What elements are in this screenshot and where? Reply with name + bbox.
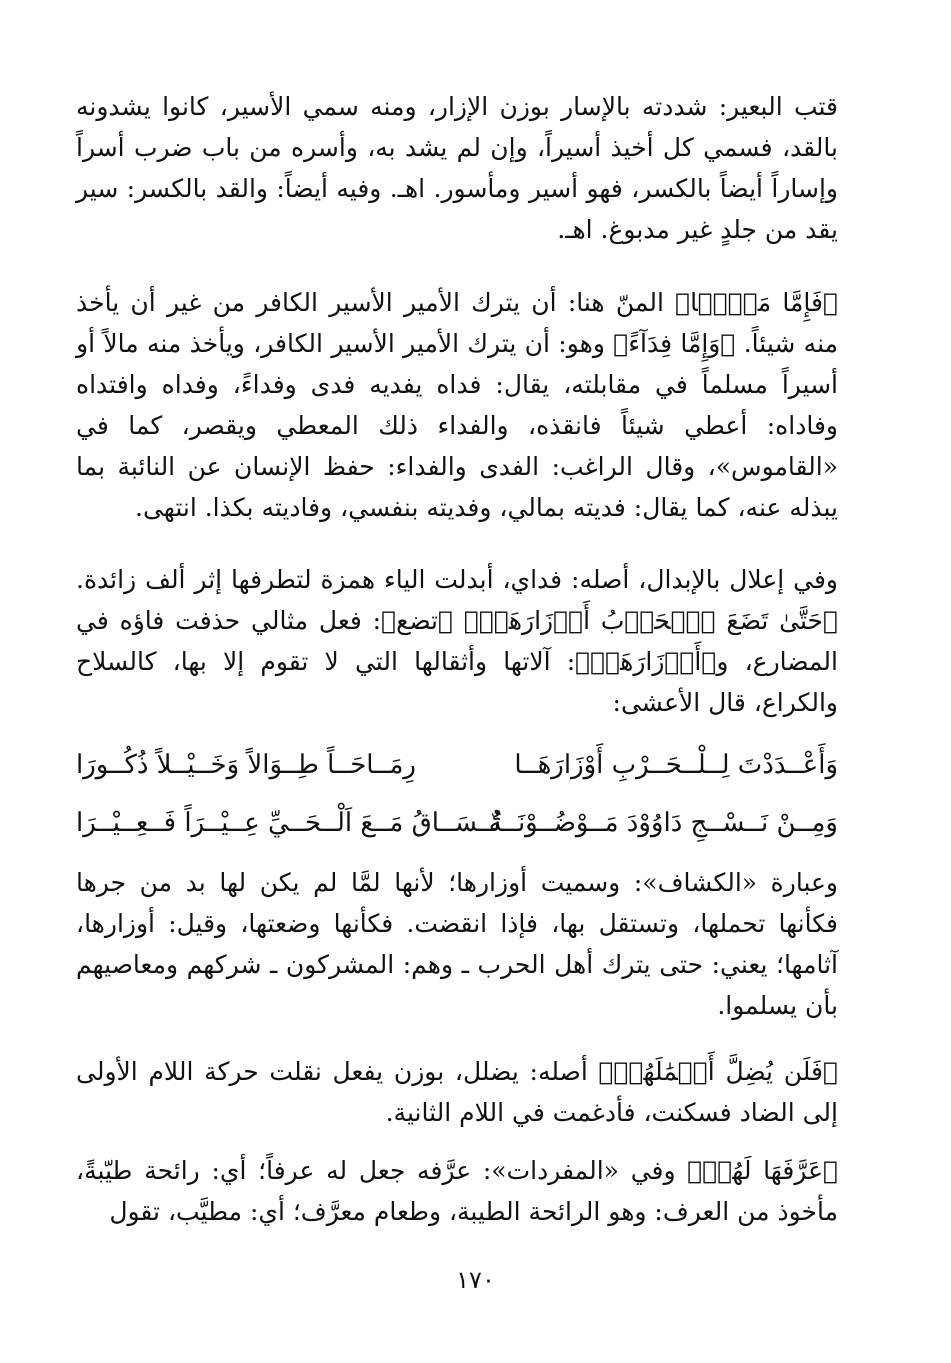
paragraph-ilal-ibdal [76,559,838,723]
paragraph-text: ﴿فَإِمَّا مَنًّۢا﴾ المنّ هنا: أن يترك الأمير الأسير الكافر من غير أن يأخذ منه شيئاً. ﴿وَإِمَّا فِدَآءً﴾ وهو: أن يترك الأمير الأسير الكافر، ويأخذ منه مالاً أو أسيراً مسلماً في مقابلته، يقال: فداه يفديه فدى وفداءً، وفداه وافتداه وفاداه: أعطي شيئاً فانقذه، والفداء ذلك المعطي ويقصر، كما في «القاموس»، وقال الراغب: الفدى والفداء: حفظ الإنسان عن النائبة بما يبذله عنه، كما يقال: فديته بمالي، وفديته بنفسي، وفاديته بكذا. انتهى. [76,288,838,522]
verse-first-hemistich: وَمِــنْ نَــسْــجِ دَاوُوْدَ مَــوْضُــوْنَــةٌ [488,808,838,838]
verse-first-hemistich: وَأَعْــدَدْتَ لِــلْــحَــرْبِ أَوْزَارَهَــا [514,750,838,780]
paragraph-lexical-note [76,86,838,250]
paragraph-text: قتب البعير: شددته بالإسار بوزن الإزار، ومنه سمي الأسير، كانوا يشدونه بالقد، فسمي كل أخيذ أسيراً، وإن لم يشد به، وأسره من باب ضرب أسراً وإساراً أيضاً بالكسر، فهو أسير ومأسور. اهـ. وفيه أيضاً: والقد بالكسر: سير يقد من جلدٍ غير مدبوغ. اهـ. [76,92,838,244]
page-number: ١٧٠ [456,1266,495,1294]
poetry-verse-1 [76,742,838,788]
poetry-verse-2 [76,800,838,846]
paragraph-mann-fida [76,282,838,528]
paragraph-yudill [76,1051,838,1133]
verse-second-hemistich: رِمَــاحَــاً طِــوَالاً وَخَــيْــلاً ذُكُــورَا [76,750,416,780]
paragraph-text: وفي إعلال بالإبدال، أصله: فداي، أبدلت الياء همزة لتطرفها إثر ألف زائدة. ﴿حَتَّىٰ تَضَعَ ٱلۡحَرۡبُ أَوۡزَارَهَاۚ﴾ ﴿تضع﴾: فعل مثالي حذفت فاؤه في المضارع، و﴿أَوۡزَارَهَاۚ﴾: آلاتها وأثقالها التي لا تقوم إلا بها، كالسلاح والكراع، قال الأعشى: [76,565,838,717]
paragraph-text: وعبارة «الكشاف»: وسميت أوزارها؛ لأنها لمَّا لم يكن لها بد من جرها فكأنها تحملها، وتستقل بها، فإذا انقضت. فكأنها وضعتها، وقيل: أوزارها، آثامها؛ يعني: حتى يترك أهل الحرب ـ وهم: المشركون ـ شركهم ومعاصيهم بأن يسلموا. [76,868,838,1020]
paragraph-kashshaf [76,862,838,1026]
paragraph-text: ﴿عَرَّفَهَا لَهُمۡ﴾ وفي «المفردات»: عرَّفه جعل له عرفاً؛ أي: رائحة طيّبةً، مأخوذ من العرف: وهو الرائحة الطيبة، وطعام معرَّف؛ أي: مطيَّب، تقول [76,1156,838,1226]
verse-second-hemistich: تُــسَــاقُ مَــعَ اَلْــحَــيِّ عِــيْــرَاً فَــعِــيْــرَا [76,808,501,838]
paragraph-text: ﴿فَلَن يُضِلَّ أَعۡمَٰلَهُمۡ﴾ أصله: يضلل، بوزن يفعل نقلت حركة اللام الأولى إلى الضاد فسكنت، فأدغمت في اللام الثانية. [76,1057,838,1127]
paragraph-arrafaha [76,1150,838,1232]
